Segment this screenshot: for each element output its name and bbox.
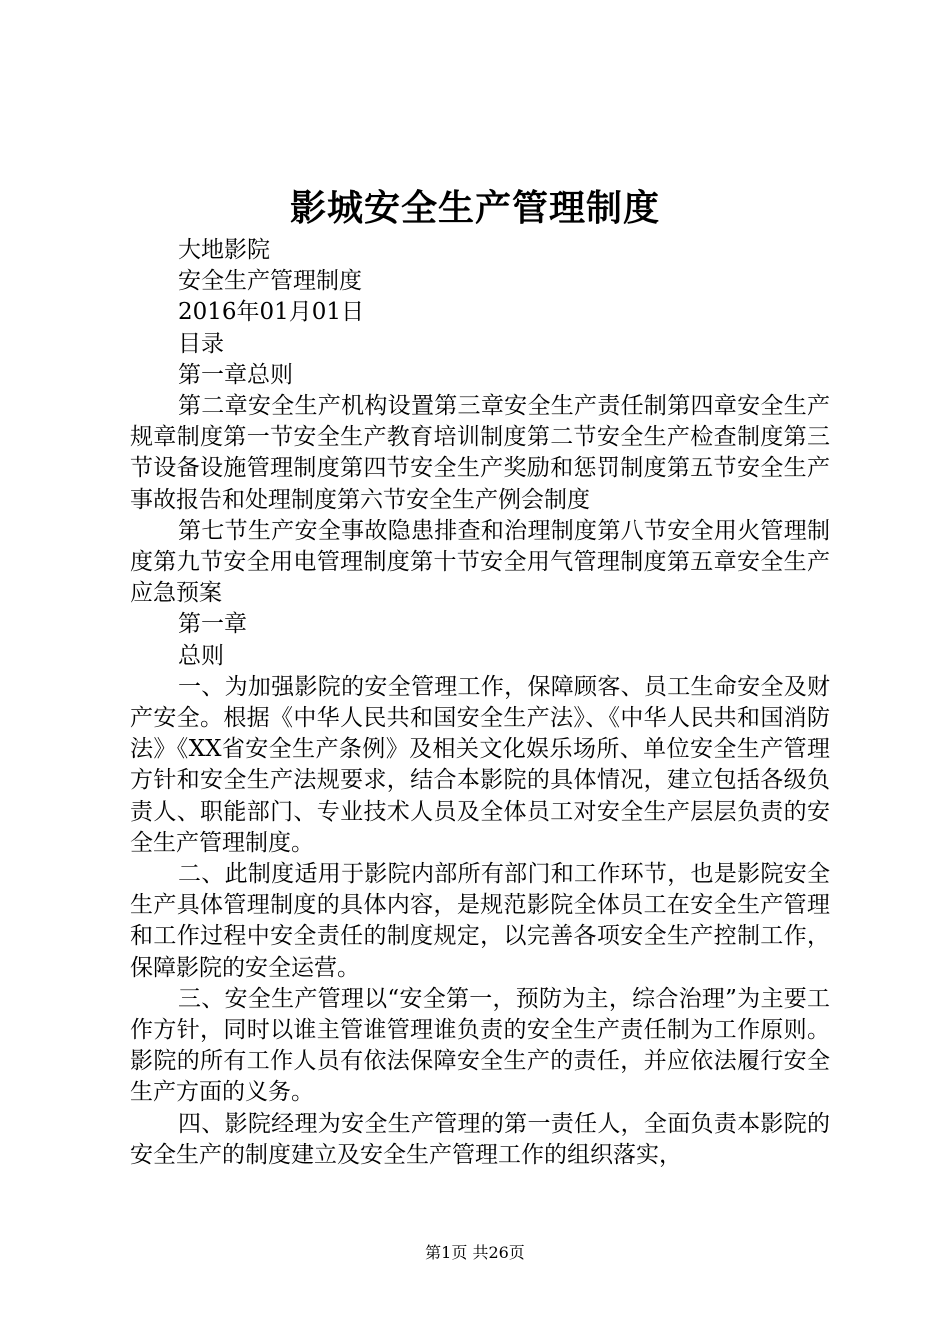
paragraph-date: 2016年01月01日 xyxy=(178,299,365,326)
article-2: 二、此制度适用于影院内部所有部门和工作环节，也是影院安全生产具体管理制度的具体内容，是规范影院全体员工在安全生产管理和工作过程中安全责任的制度规定，以完善各项安全生产控制工作，保障影院的安全运营。 xyxy=(130,861,830,981)
paragraph-toc-entries-2: 第七节生产安全事故隐患排查和治理制度第八节安全用火管理制度第九节安全用电管理制度第十节安全用气管理制度第五章安全生产应急预案 xyxy=(130,517,830,607)
article-4: 四、影院经理为安全生产管理的第一责任人，全面负责本影院的安全生产的制度建立及安全生产管理工作的组织落实， xyxy=(130,1110,830,1168)
paragraph-subtitle: 安全生产管理制度 xyxy=(178,268,362,295)
article-1: 一、为加强影院的安全管理工作，保障顾客、员工生命安全及财产安全。根据《中华人民共和国安全生产法》、《中华人民共和国消防法》《XX省安全生产条例》及相关文化娱乐场所、单位安全生产管理方针和安全生产法规要求，结合本影院的具体情况，建立包括各级负责人、职能部门、专业技术人员及全体员工对安全生产层层负责的安全生产管理制度。 xyxy=(130,673,830,856)
document-title: 影城安全生产管理制度 xyxy=(289,187,660,229)
page-footer: 第1页 共26页 xyxy=(425,1243,525,1262)
paragraph-cinema-name: 大地影院 xyxy=(178,237,270,263)
paragraph-toc-heading: 目录 xyxy=(178,330,224,357)
chapter-heading: 第一章 xyxy=(178,611,247,638)
document-body xyxy=(130,235,830,1171)
article-3: 三、安全生产管理以“安全第一，预防为主，综合治理”为主要工作方针，同时以谁主管谁管理谁负责的安全生产责任制为工作原则。影院的所有工作人员有依法保障安全生产的责任，并应依法履行安全生产方面的义务。 xyxy=(130,985,830,1106)
chapter-title: 总则 xyxy=(178,642,224,669)
paragraph-toc-entries-1: 第二章安全生产机构设置第三章安全生产责任制第四章安全生产规章制度第一节安全生产教育培训制度第二节安全生产检查制度第三节设备设施管理制度第四节安全生产奖励和惩罚制度第五节安全生产事故报告和处理制度第六节安全生产例会制度 xyxy=(130,393,830,513)
paragraph-toc-chapter-1: 第一章总则 xyxy=(178,361,293,388)
